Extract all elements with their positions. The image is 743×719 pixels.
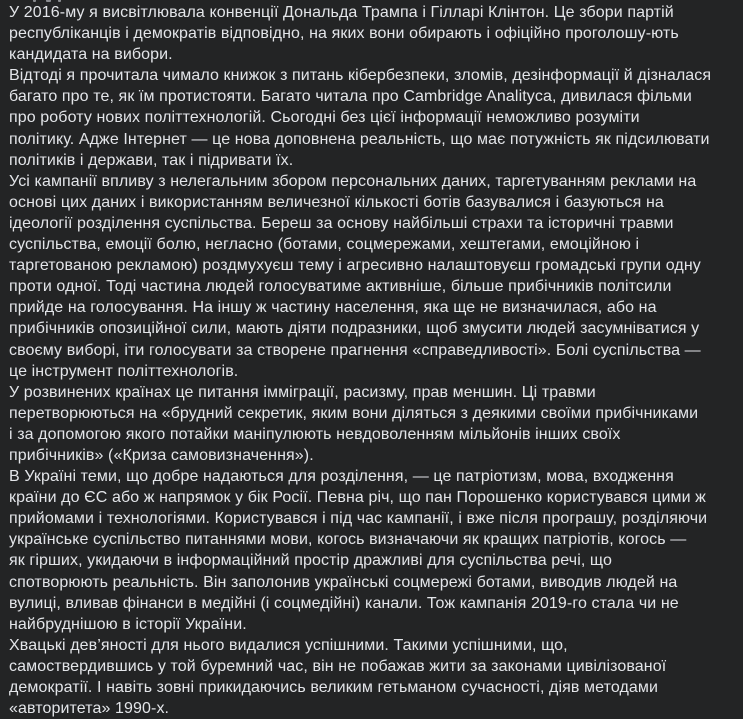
text-line: У розвинених країнах це питання імміграції, расизму, прав меншин. Ці травми xyxy=(9,383,596,401)
text-line: проти одної. Тоді частина людей голосуватиме активніше, більше прибічників політсили xyxy=(9,278,672,296)
paragraph xyxy=(9,171,739,382)
text-line: прибічників опозиційної сили, мають діяти подразники, щоб змусити людей засумніватися у xyxy=(9,320,700,338)
text-line: як гірших, укидаючи в інформаційний простір дражливі для суспільства речі, що xyxy=(9,552,613,570)
text-line: самоствердившись у той буремний час, він не побажав жити за законами цивілізованої xyxy=(9,657,667,675)
paragraph xyxy=(9,65,739,170)
text-line: таргетованою рекламою) роздмухуєш тему і агресивно налаштовуєш громадські групи одну xyxy=(9,257,701,275)
text-line: ідеології розділення суспільства. Береш за основу найбільші страхи та історичні травми xyxy=(9,214,674,232)
text-line: перетворюються на «брудний секретик, яким вони діляться з деякими своїми прибічниками xyxy=(9,404,699,422)
paragraph xyxy=(9,2,739,65)
text-line: Хвацькі дев’яності для нього видалися успішними. Такими успішними, що, xyxy=(9,636,568,654)
paragraph xyxy=(9,635,739,719)
text-line: вулиці, вливав фінанси в медійні (і соцмедійні) канали. Тож кампанія 2019-го стала чи не xyxy=(9,594,679,612)
text-line: найбруднішою в історії України. xyxy=(9,615,247,633)
text-line: «авторитета» 1990-х. xyxy=(9,700,170,718)
text-line: це інструмент політтехнологів. xyxy=(9,362,239,380)
text-line: В Україні теми, що добре надаються для розділення, — це патріотизм, мова, входження xyxy=(9,468,674,486)
text-line: країни до ЄС або ж напрямок у бік Росії. Певна річ, що пан Порошенко користувався цими ж xyxy=(9,489,706,507)
paragraph xyxy=(9,466,739,635)
text-line: про роботу нових політтехнологій. Сьогодні без цієї інформації неможливо розуміти xyxy=(9,109,640,127)
paragraph xyxy=(9,382,739,466)
text-line: політиків і держави, так і підривати їх. xyxy=(9,151,294,169)
text-line: демократії. І навіть зовні прикидаючись великим гетьманом сучасності, діяв методами xyxy=(9,679,659,696)
text-line: своєму виборі, іти голосувати за створене прагнення «справедливості». Болі суспільства — xyxy=(9,341,701,359)
text-line: спотворюють реальність. Він заполонив українські соцмережі ботами, виводив людей на xyxy=(9,573,678,591)
text-line: політику. Адже Інтернет — це нова доповнена реальність, що має потужність як підсилювати xyxy=(9,130,710,148)
text-line: У 2016-му я висвітлювала конвенції Дональда Трампа і Гілларі Клінтон. Це збори партій xyxy=(9,4,674,21)
text-line: українське суспільство питаннями мови, когось визначаючи як кращих патріотів, когось — xyxy=(9,531,687,549)
text-line: прийде на голосування. На іншу ж частину населення, яка ще не визначилася, або на xyxy=(9,299,657,317)
text-line: кандидата на вибори. xyxy=(9,46,173,64)
text-line: республіканців і демократів відповідно, на яких вони обирають і офіційно проголошу-ють xyxy=(9,25,679,43)
text-line: прийомами і технологіями. Користувався і під час кампанії, і вже після програшу, розділяючи xyxy=(9,510,708,528)
text-line: Відтоді я прочитала чимало книжок з питань кібербезпеки, зломів, дезінформації й дізналася xyxy=(9,67,712,85)
text-line: багато про те, як їм протистояти. Багато читала про Cambridge Analityca, дивилася фільми xyxy=(9,88,692,106)
post-body xyxy=(9,2,739,719)
text-line: прибічників» («Криза самовизначення»). xyxy=(9,446,314,464)
text-line: Усі кампанії впливу з нелегальним збором персональних даних, таргетуванням реклами на xyxy=(9,172,697,190)
text-line: суспільства, емоції болю, негласно (ботами, соцмережами, хештегами, емоційною і xyxy=(9,236,640,254)
text-line: і за допомогою якого потайки маніпулюють невдоволенням мільйонів інших своїх xyxy=(9,425,621,443)
text-line: основі цих даних і використанням величезної кількості ботів базувалися і базуються на xyxy=(9,193,664,211)
